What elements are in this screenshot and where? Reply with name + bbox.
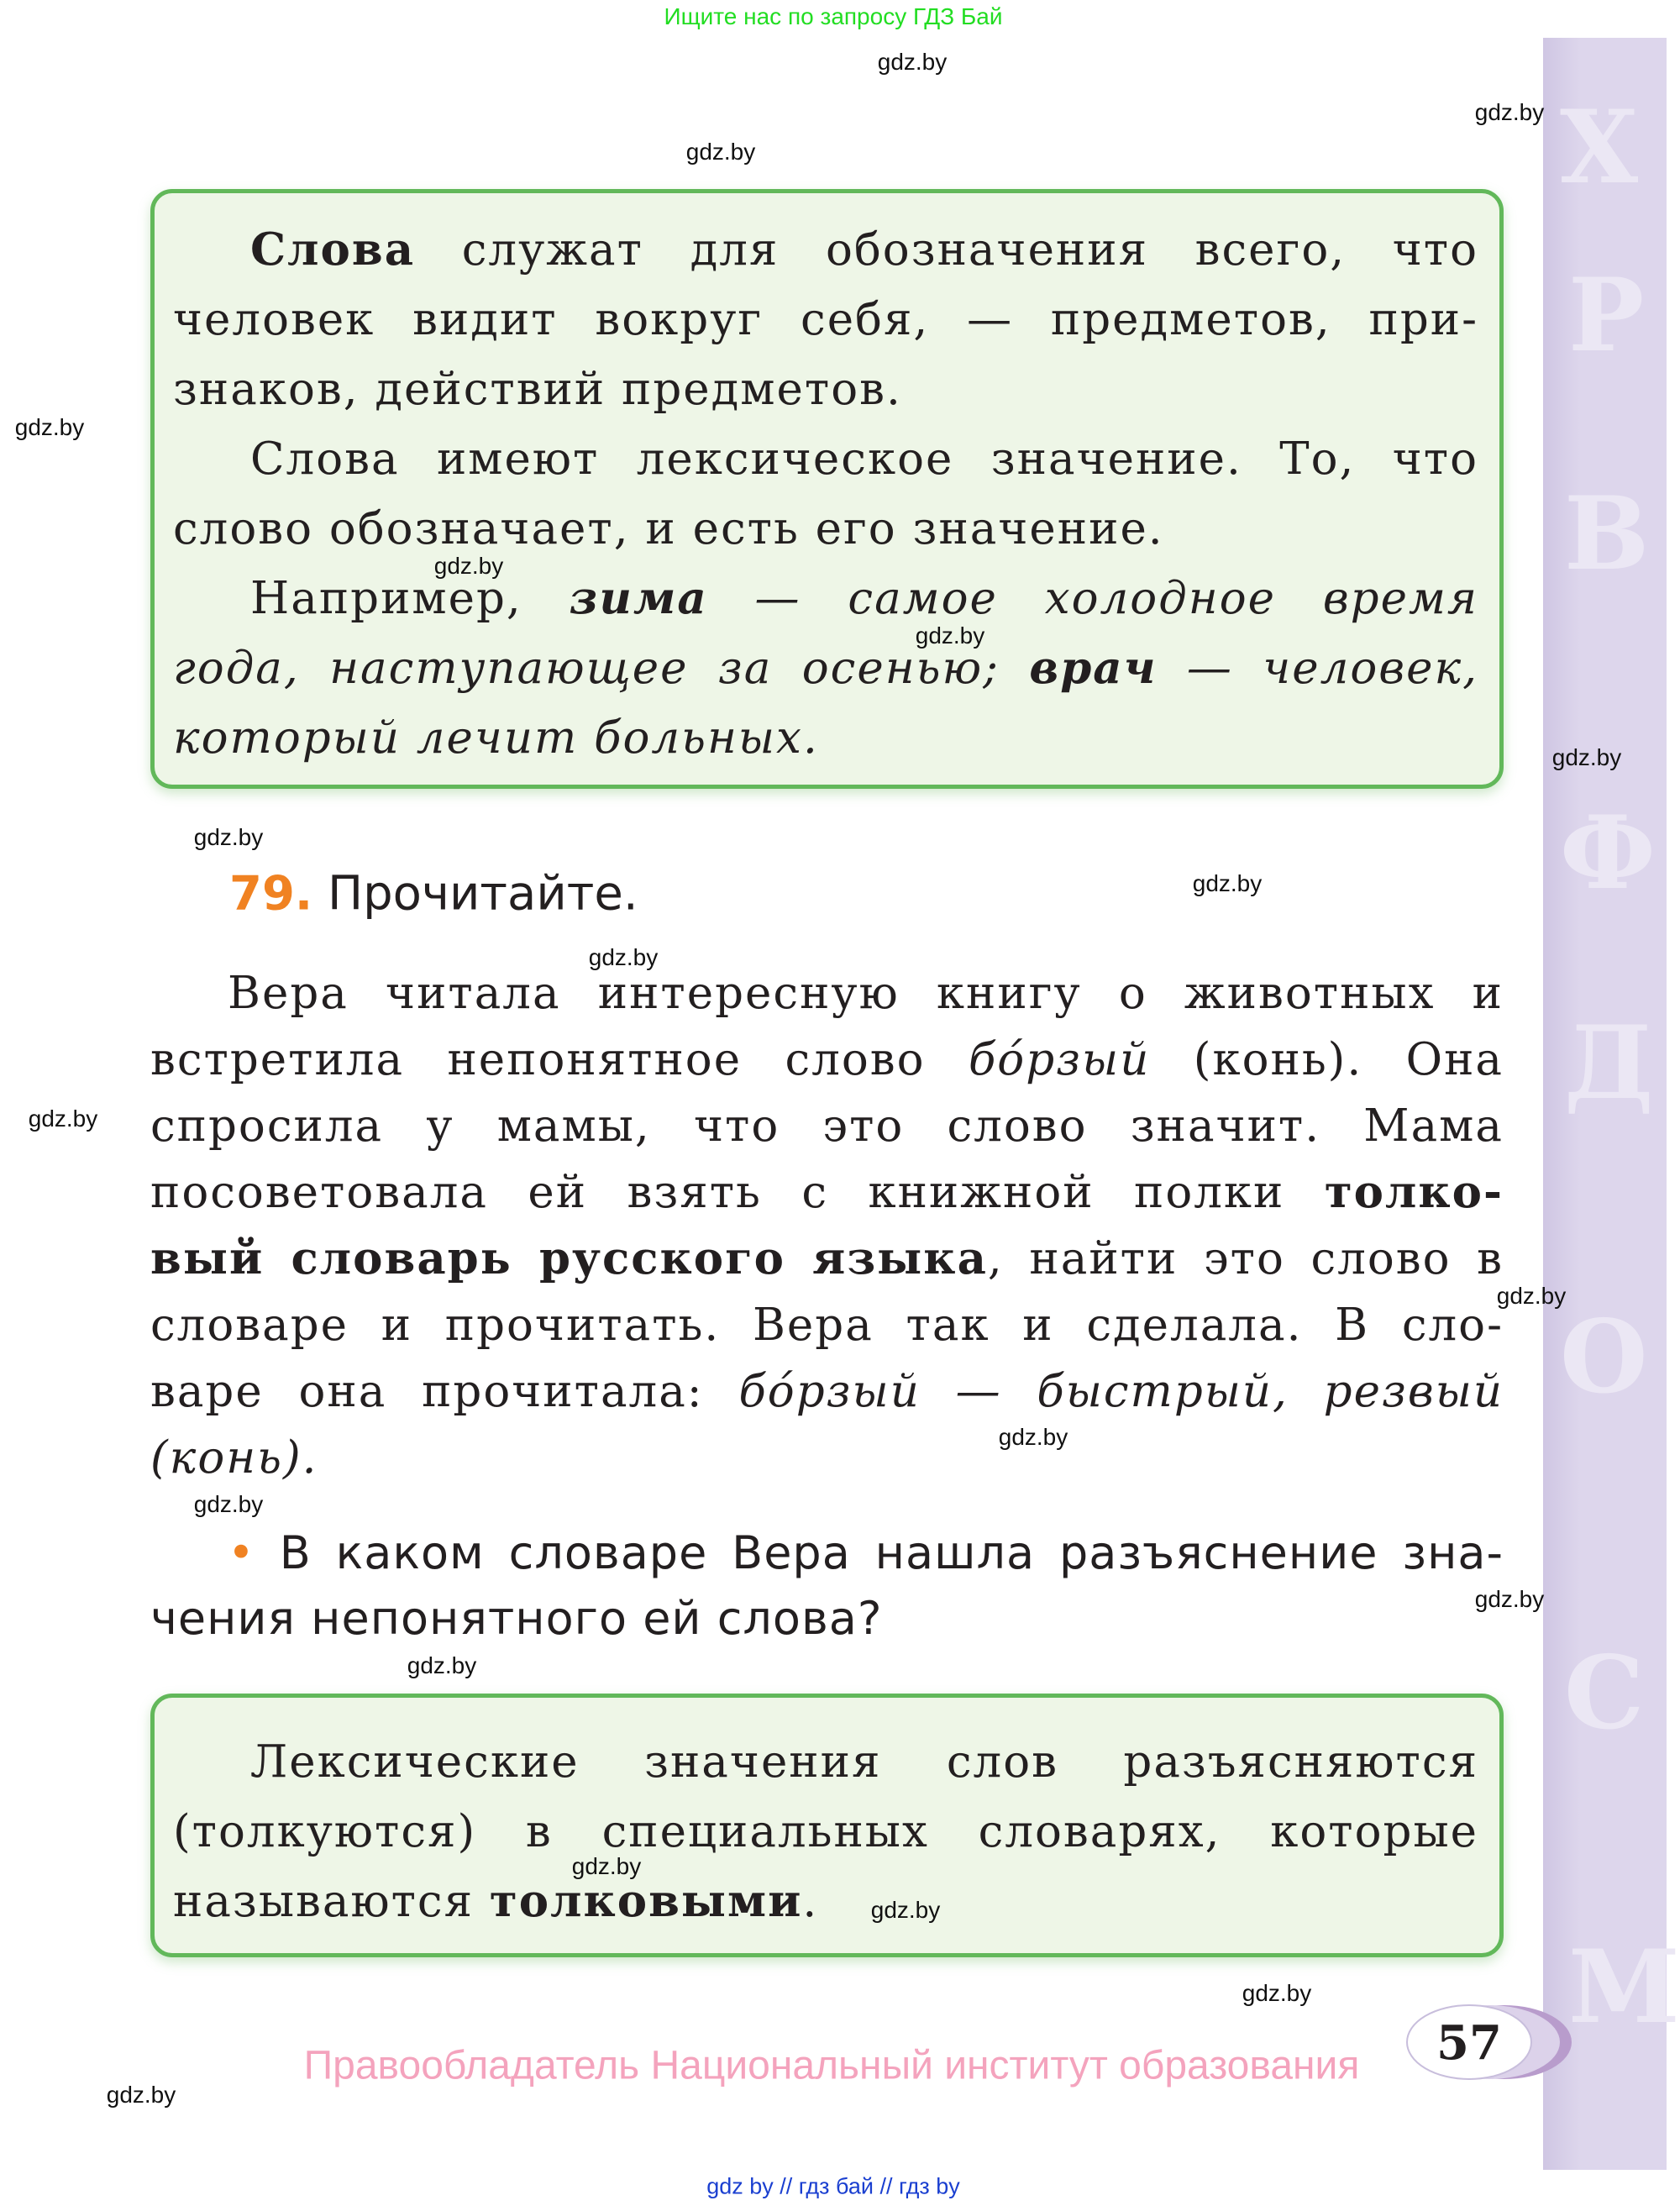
text-segment: , найти это слово в (987, 1233, 1504, 1284)
text-segment: словаре и прочитать. Вера так и сделала. В сло- (150, 1300, 1504, 1351)
watermark-text: gdz.by (1242, 1980, 1312, 2006)
watermark-text: gdz.by (193, 824, 264, 850)
watermark-text: gdz.by (407, 1652, 477, 1678)
copyright-notice: Правообладатель Национальный институт образования (303, 2043, 1360, 2088)
text-line (150, 1586, 1504, 1652)
text-line (150, 1358, 1504, 1425)
text-line (173, 1727, 1478, 1797)
text-segment: — человек, (1157, 643, 1478, 694)
text-segment: посоветовала ей взять с книжной полки (150, 1167, 1325, 1218)
text-segment: встретила непонятное слово (150, 1034, 969, 1085)
watermark-text: gdz.by (571, 1853, 642, 1879)
page-number: 57 (1436, 2014, 1502, 2071)
emphasis-term: толко- (1324, 1166, 1504, 1218)
text-line (173, 1797, 1478, 1867)
text-segment: Например, (250, 573, 570, 624)
rule-text-words (173, 215, 1478, 773)
text-segment: знаков, действий предметов. (173, 364, 902, 415)
text-line (173, 1867, 1478, 1936)
task-question (150, 1520, 1504, 1652)
text-segment: слово обозначает, и есть его значение. (173, 503, 1164, 554)
watermark-text: gdz.by (998, 1424, 1068, 1450)
text-line (150, 1093, 1504, 1159)
emphasis-term: зима (569, 572, 708, 624)
text-segment: служат для обозначения всего, что (415, 224, 1478, 276)
emphasis-term: врач (1029, 642, 1158, 694)
text-segment: бо́рзый — быстрый, резвый (738, 1366, 1504, 1417)
text-segment: . (802, 1876, 819, 1927)
text-segment: Вера читала интересную книгу о животных и (228, 968, 1504, 1019)
text-line (173, 633, 1478, 703)
watermark-text: gdz.by (433, 553, 504, 579)
text-segment: называются (173, 1876, 490, 1927)
bottom-links[interactable]: gdz by // гдз бай // гдз by (706, 2173, 960, 2199)
page-number-badge (1405, 2004, 1573, 2082)
emphasis-term: вый словарь русского языка (150, 1232, 988, 1284)
task-paragraph (150, 960, 1504, 1491)
text-line (173, 424, 1478, 494)
watermark-text: gdz.by (1474, 99, 1545, 125)
text-line (150, 960, 1504, 1027)
watermark-text: gdz.by (870, 1897, 941, 1923)
text-line (150, 1226, 1504, 1292)
rule-text-dictionaries (173, 1727, 1478, 1936)
search-hint-banner: Ищите нас по запросу ГДЗ Бай (664, 3, 1003, 29)
emphasis-term: Слова (250, 223, 416, 276)
emphasis-term: толковыми (489, 1875, 803, 1927)
watermark-text: gdz.by (1192, 870, 1263, 896)
task-heading (229, 867, 638, 922)
text-segment: — самое холодное время (707, 573, 1478, 624)
text-line (150, 1292, 1504, 1358)
text-line (150, 1027, 1504, 1093)
text-segment: (конь). Она (1150, 1034, 1504, 1085)
text-segment: Слова имеют лексическое значение. То, что (250, 433, 1478, 485)
text-line (150, 1425, 1504, 1491)
text-line (150, 1159, 1504, 1226)
watermark-text: gdz.by (588, 944, 659, 970)
text-line (150, 1520, 1504, 1586)
bullet-icon: • (228, 1526, 255, 1579)
task-title: Прочитайте. (328, 866, 638, 922)
watermark-text: gdz.by (1551, 744, 1622, 770)
watermark-text: gdz.by (28, 1106, 98, 1132)
text-line (173, 494, 1478, 564)
text-line (173, 703, 1478, 773)
text-segment: (толкуются) в специальных словарях, которые (173, 1806, 1478, 1857)
text-line (173, 215, 1478, 285)
watermark-text: gdz.by (915, 622, 985, 649)
watermark-text: gdz.by (685, 139, 756, 165)
text-line (173, 564, 1478, 633)
watermark-text: gdz.by (1496, 1283, 1567, 1309)
text-segment: (конь). (150, 1432, 318, 1484)
watermark-text: gdz.by (14, 414, 85, 440)
text-segment: Лексические значения слов разъясняются (250, 1736, 1478, 1788)
text-line (173, 285, 1478, 354)
task-number: 79. (229, 866, 313, 922)
watermark-text: gdz.by (106, 2082, 176, 2108)
watermark-text: gdz.by (1474, 1586, 1545, 1612)
watermark-text: gdz.by (877, 49, 948, 75)
watermark-text: gdz.by (193, 1491, 264, 1517)
text-segment: В каком словаре Вера нашла разъяснение зна- (279, 1526, 1504, 1579)
text-segment: который лечит больных. (173, 712, 819, 764)
text-segment: человек видит вокруг себя, — предметов, при- (173, 294, 1478, 345)
text-line (173, 354, 1478, 424)
text-segment: бо́рзый (968, 1034, 1151, 1085)
text-segment: года, наступающее за осенью; (173, 643, 1030, 694)
text-segment: чения непонятного ей слова? (150, 1592, 883, 1645)
decorative-alphabet-sidebar: Х Р В Ф Д О С М (1543, 38, 1667, 2170)
text-segment: спросила у мамы, что это слово значит. Мама (150, 1100, 1504, 1152)
text-segment: варе она прочитала: (150, 1366, 739, 1417)
